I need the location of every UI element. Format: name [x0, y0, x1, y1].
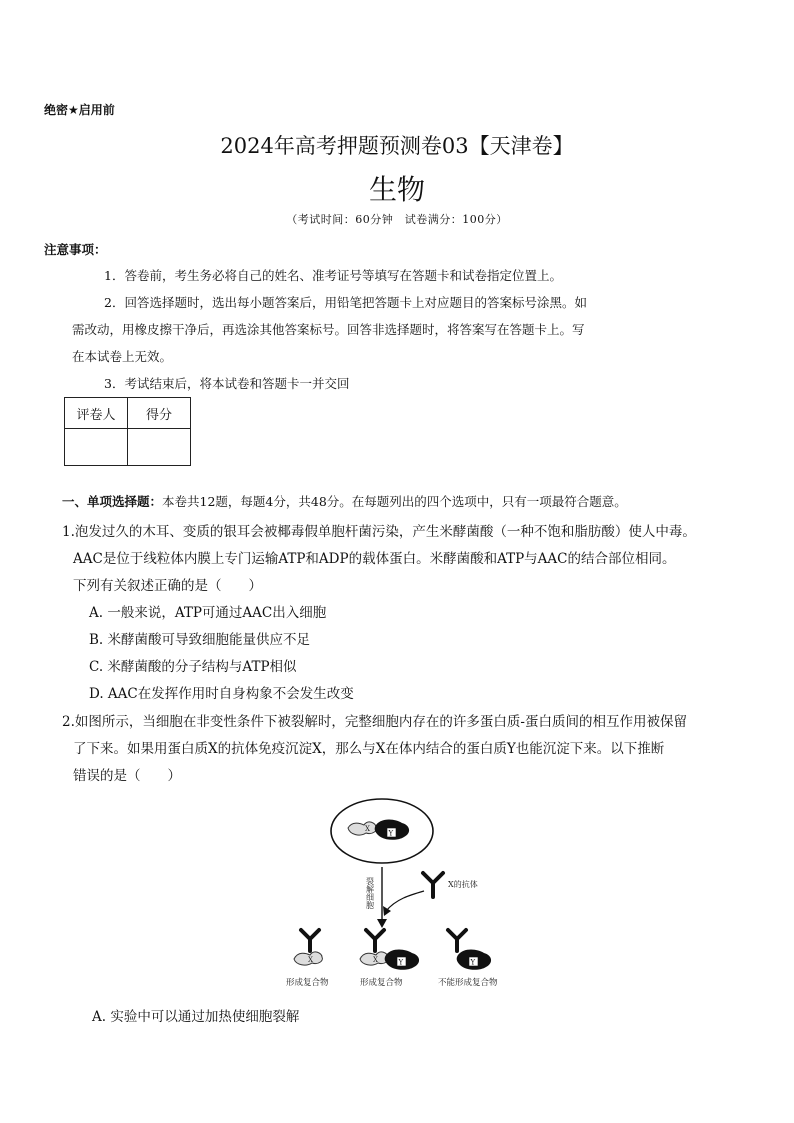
q2-stem-line-1: 2.如图所示，当细胞在非变性条件下被裂解时，完整细胞内存在的许多蛋白质-蛋白质间的相互作用被保留	[62, 714, 687, 730]
grader-header: 评卷人	[65, 398, 128, 429]
section-label: 一、单项选择题：	[62, 494, 163, 509]
notes-item-2-line-1: 2．回答选择题时，选出每小题答案后，用铅笔把答题卡上对应题目的答案标号涂黑。如	[104, 295, 587, 310]
q1-option-c: C. 米酵菌酸的分子结构与ATP相似	[89, 659, 297, 675]
q1-option-a: A. 一般来说，ATP可通过AAC出入细胞	[89, 605, 327, 621]
immunoprecipitation-figure	[280, 795, 530, 995]
antibody-label: X的抗体	[448, 880, 478, 889]
q2-stem-line-3: 错误的是（ ）	[73, 768, 181, 784]
exam-title: 2024年高考押题预测卷03【天津卷】	[220, 134, 574, 158]
antibody-icon	[423, 873, 443, 897]
lysis-label: 裂解细胞	[365, 877, 375, 909]
caption-3: 不能形成复合物	[438, 978, 498, 988]
score-header: 得分	[128, 398, 191, 429]
notes-item-3: 3．考试结束后，将本试卷和答题卡一并交回	[104, 376, 350, 391]
protein-y-label: Y	[388, 829, 394, 838]
q1-option-d: D. AAC在发挥作用时自身构象不会发生改变	[89, 686, 354, 702]
subject-title: 生物	[368, 173, 425, 206]
antibody-arrow	[386, 891, 424, 911]
notes-item-2-line-3: 在本试卷上无效。	[72, 349, 173, 364]
no-complex	[448, 930, 491, 970]
complex-1	[294, 930, 322, 965]
q2-option-a: A. 实验中可以通过加热使细胞裂解	[92, 1009, 300, 1025]
complex-2-y-label: Y	[398, 958, 404, 967]
notes-item-1: 1．答卷前，考生务必将自己的姓名、准考证号等填写在答题卡和试卷指定位置上。	[104, 268, 562, 283]
exam-info: （考试时间：60分钟 试卷满分：100分）	[286, 213, 508, 226]
section-text: 本卷共12题，每题4分，共48分。在每题列出的四个选项中，只有一项最符合题意。	[162, 494, 627, 509]
caption-2: 形成复合物	[360, 978, 403, 988]
complex-2	[360, 930, 419, 970]
caption-1: 形成复合物	[286, 978, 329, 988]
no-complex-y-label: Y	[470, 958, 476, 967]
protein-x-label: X	[365, 825, 370, 833]
complex-2-x-label: X	[373, 956, 378, 964]
lysis-arrow-head	[377, 919, 387, 928]
complex-1-x-label: X	[308, 956, 313, 964]
q2-stem-line-2: 了下来。如果用蛋白质X的抗体免疫沉淀X，那么与X在体内结合的蛋白质Y也能沉淀下来。以下推断	[73, 741, 665, 757]
confidential-label: 绝密★启用前	[44, 103, 115, 117]
q1-stem-line-1: 1.泡发过久的木耳、变质的银耳会被椰毒假单胞杆菌污染，产生米酵菌酸（一种不饱和脂肪酸）使人中毒。	[62, 524, 696, 540]
protein-x-shape	[348, 822, 376, 835]
notes-heading: 注意事项：	[44, 242, 107, 257]
grader-cell[interactable]	[65, 429, 128, 466]
score-cell[interactable]	[128, 429, 191, 466]
q1-option-b: B. 米酵菌酸可导致细胞能量供应不足	[89, 632, 311, 648]
q1-stem-line-2: AAC是位于线粒体内膜上专门运输ATP和ADP的载体蛋白。米酵菌酸和ATP与AAC的结合部位相同。	[73, 551, 676, 567]
grade-table	[64, 397, 191, 466]
q1-stem-line-3: 下列有关叙述正确的是（ ）	[73, 578, 262, 594]
notes-item-2-line-2: 需改动，用橡皮擦干净后，再选涂其他答案标号。回答非选择题时，将答案写在答题卡上。写	[72, 322, 585, 337]
section-heading	[62, 492, 627, 510]
